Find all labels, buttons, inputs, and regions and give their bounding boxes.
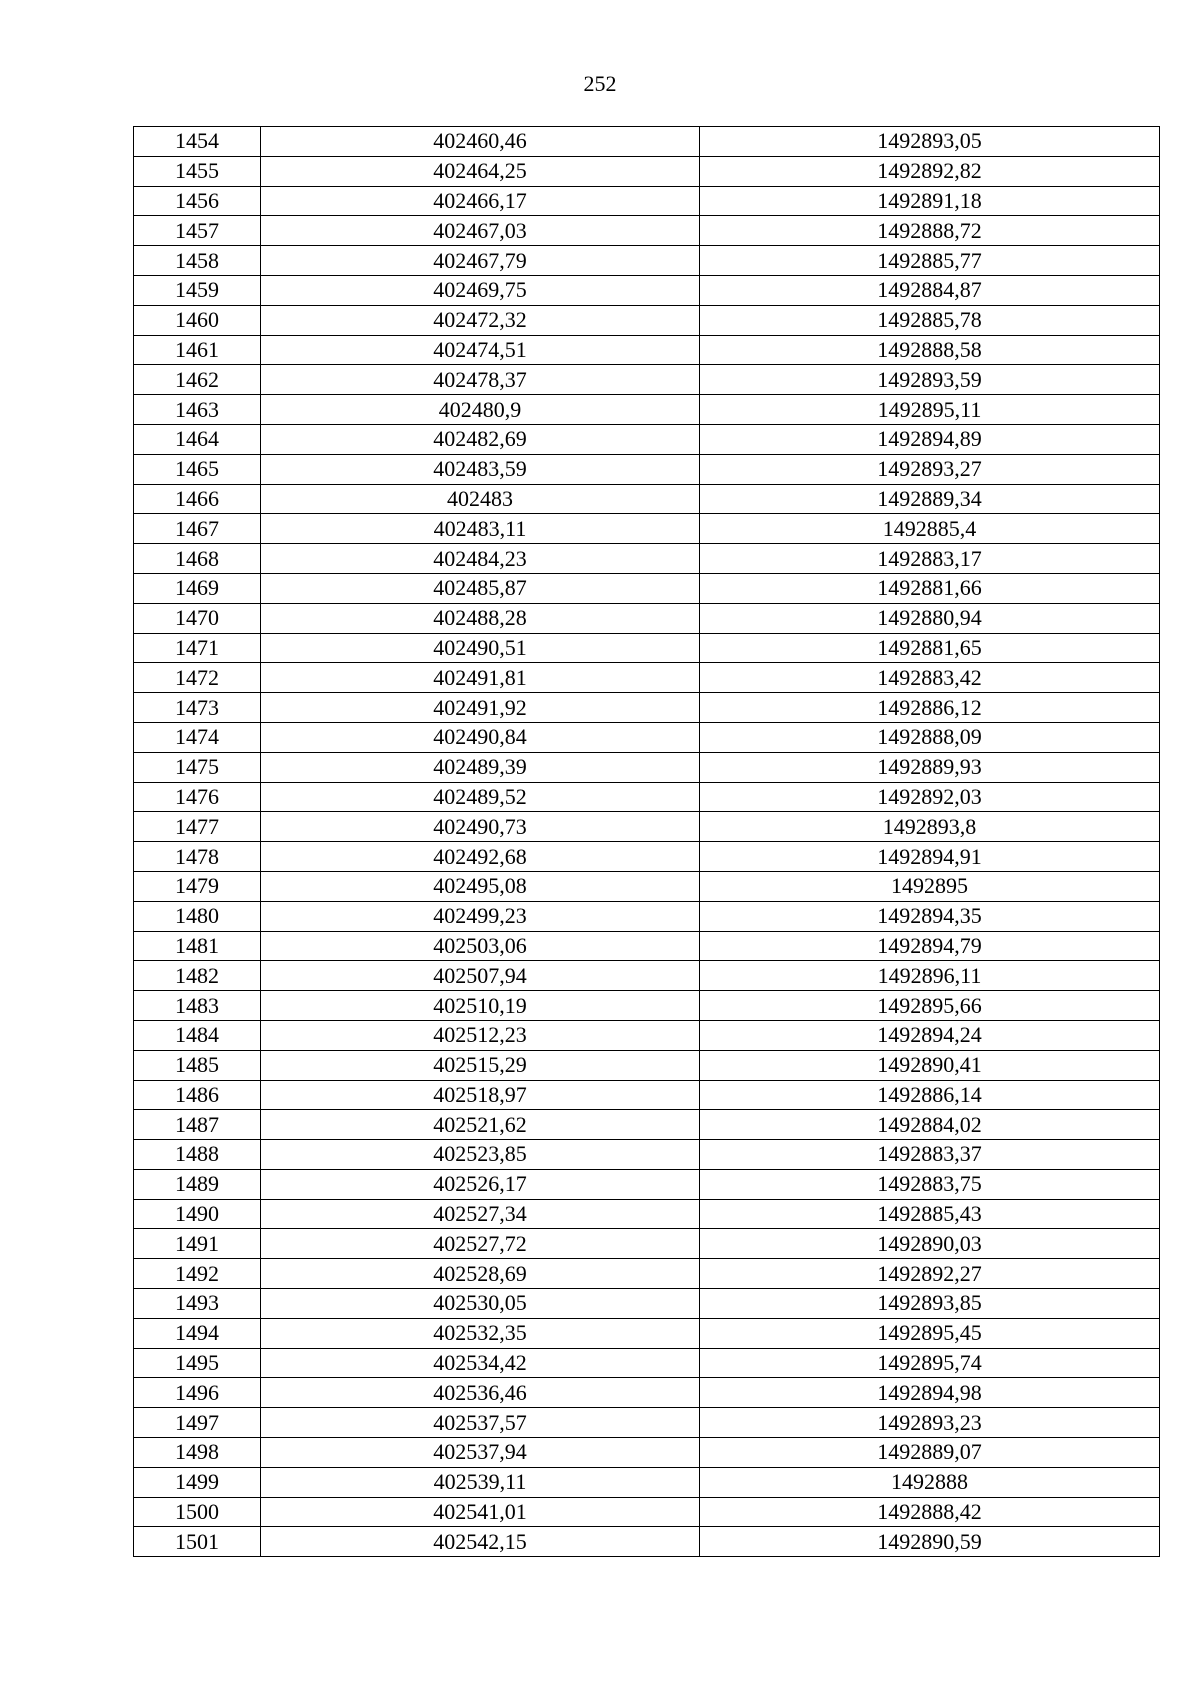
point-number-cell: 1460 bbox=[134, 305, 261, 335]
table-row bbox=[134, 961, 1160, 991]
y-coordinate-cell: 1492893,8 bbox=[700, 812, 1160, 842]
table-row bbox=[134, 424, 1160, 454]
point-number-cell: 1494 bbox=[134, 1318, 261, 1348]
table-row bbox=[134, 1140, 1160, 1170]
table-row bbox=[134, 246, 1160, 276]
x-coordinate-cell: 402490,73 bbox=[261, 812, 700, 842]
y-coordinate-cell: 1492881,66 bbox=[700, 573, 1160, 603]
page-number: 252 bbox=[583, 71, 617, 96]
table-row bbox=[134, 454, 1160, 484]
y-coordinate-cell: 1492883,17 bbox=[700, 544, 1160, 574]
table-row bbox=[134, 1169, 1160, 1199]
table-row bbox=[134, 1229, 1160, 1259]
table-row bbox=[134, 752, 1160, 782]
point-number-cell: 1468 bbox=[134, 544, 261, 574]
x-coordinate-cell: 402532,35 bbox=[261, 1318, 700, 1348]
y-coordinate-cell: 1492892,82 bbox=[700, 156, 1160, 186]
x-coordinate-cell: 402485,87 bbox=[261, 573, 700, 603]
table-row bbox=[134, 603, 1160, 633]
table-row bbox=[134, 1110, 1160, 1140]
y-coordinate-cell: 1492890,59 bbox=[700, 1527, 1160, 1557]
table-row bbox=[134, 663, 1160, 693]
y-coordinate-cell: 1492886,14 bbox=[700, 1080, 1160, 1110]
y-coordinate-cell: 1492888,42 bbox=[700, 1497, 1160, 1527]
y-coordinate-cell: 1492888,58 bbox=[700, 335, 1160, 365]
point-number-cell: 1469 bbox=[134, 573, 261, 603]
table-row bbox=[134, 1438, 1160, 1468]
point-number-cell: 1479 bbox=[134, 871, 261, 901]
x-coordinate-cell: 402521,62 bbox=[261, 1110, 700, 1140]
table-row bbox=[134, 842, 1160, 872]
x-coordinate-cell: 402542,15 bbox=[261, 1527, 700, 1557]
table-row bbox=[134, 1497, 1160, 1527]
table-row bbox=[134, 1259, 1160, 1289]
point-number-cell: 1462 bbox=[134, 365, 261, 395]
point-number-cell: 1493 bbox=[134, 1289, 261, 1319]
x-coordinate-cell: 402526,17 bbox=[261, 1169, 700, 1199]
y-coordinate-cell: 1492894,91 bbox=[700, 842, 1160, 872]
point-number-cell: 1489 bbox=[134, 1169, 261, 1199]
x-coordinate-cell: 402469,75 bbox=[261, 275, 700, 305]
y-coordinate-cell: 1492890,03 bbox=[700, 1229, 1160, 1259]
x-coordinate-cell: 402512,23 bbox=[261, 1020, 700, 1050]
table-row bbox=[134, 1408, 1160, 1438]
point-number-cell: 1459 bbox=[134, 275, 261, 305]
table-row bbox=[134, 335, 1160, 365]
x-coordinate-cell: 402541,01 bbox=[261, 1497, 700, 1527]
x-coordinate-cell: 402460,46 bbox=[261, 127, 700, 157]
x-coordinate-cell: 402527,34 bbox=[261, 1199, 700, 1229]
x-coordinate-cell: 402489,52 bbox=[261, 782, 700, 812]
y-coordinate-cell: 1492894,89 bbox=[700, 424, 1160, 454]
y-coordinate-cell: 1492885,77 bbox=[700, 246, 1160, 276]
x-coordinate-cell: 402510,19 bbox=[261, 991, 700, 1021]
point-number-cell: 1474 bbox=[134, 722, 261, 752]
x-coordinate-cell: 402503,06 bbox=[261, 931, 700, 961]
point-number-cell: 1482 bbox=[134, 961, 261, 991]
table-row bbox=[134, 693, 1160, 723]
table-row bbox=[134, 216, 1160, 246]
table-row bbox=[134, 395, 1160, 425]
x-coordinate-cell: 402537,57 bbox=[261, 1408, 700, 1438]
point-number-cell: 1472 bbox=[134, 663, 261, 693]
point-number-cell: 1464 bbox=[134, 424, 261, 454]
table-row bbox=[134, 305, 1160, 335]
point-number-cell: 1465 bbox=[134, 454, 261, 484]
y-coordinate-cell: 1492886,12 bbox=[700, 693, 1160, 723]
point-number-cell: 1487 bbox=[134, 1110, 261, 1140]
point-number-cell: 1463 bbox=[134, 395, 261, 425]
y-coordinate-cell: 1492888 bbox=[700, 1467, 1160, 1497]
x-coordinate-cell: 402467,03 bbox=[261, 216, 700, 246]
point-number-cell: 1467 bbox=[134, 514, 261, 544]
y-coordinate-cell: 1492884,87 bbox=[700, 275, 1160, 305]
x-coordinate-cell: 402507,94 bbox=[261, 961, 700, 991]
coordinates-table-body bbox=[134, 127, 1160, 1557]
y-coordinate-cell: 1492884,02 bbox=[700, 1110, 1160, 1140]
point-number-cell: 1497 bbox=[134, 1408, 261, 1438]
point-number-cell: 1457 bbox=[134, 216, 261, 246]
y-coordinate-cell: 1492892,03 bbox=[700, 782, 1160, 812]
y-coordinate-cell: 1492885,43 bbox=[700, 1199, 1160, 1229]
point-number-cell: 1501 bbox=[134, 1527, 261, 1557]
table-row bbox=[134, 1348, 1160, 1378]
coordinates-table bbox=[133, 126, 1160, 1557]
point-number-cell: 1491 bbox=[134, 1229, 261, 1259]
table-row bbox=[134, 127, 1160, 157]
x-coordinate-cell: 402539,11 bbox=[261, 1467, 700, 1497]
x-coordinate-cell: 402491,92 bbox=[261, 693, 700, 723]
point-number-cell: 1458 bbox=[134, 246, 261, 276]
x-coordinate-cell: 402495,08 bbox=[261, 871, 700, 901]
table-row bbox=[134, 1050, 1160, 1080]
point-number-cell: 1499 bbox=[134, 1467, 261, 1497]
point-number-cell: 1500 bbox=[134, 1497, 261, 1527]
x-coordinate-cell: 402528,69 bbox=[261, 1259, 700, 1289]
point-number-cell: 1490 bbox=[134, 1199, 261, 1229]
point-number-cell: 1455 bbox=[134, 156, 261, 186]
table-row bbox=[134, 633, 1160, 663]
point-number-cell: 1470 bbox=[134, 603, 261, 633]
y-coordinate-cell: 1492894,79 bbox=[700, 931, 1160, 961]
point-number-cell: 1456 bbox=[134, 186, 261, 216]
x-coordinate-cell: 402484,23 bbox=[261, 544, 700, 574]
table-row bbox=[134, 871, 1160, 901]
table-row bbox=[134, 1467, 1160, 1497]
table-row bbox=[134, 1080, 1160, 1110]
y-coordinate-cell: 1492881,65 bbox=[700, 633, 1160, 663]
x-coordinate-cell: 402483,59 bbox=[261, 454, 700, 484]
x-coordinate-cell: 402483,11 bbox=[261, 514, 700, 544]
point-number-cell: 1475 bbox=[134, 752, 261, 782]
table-row bbox=[134, 514, 1160, 544]
y-coordinate-cell: 1492895,11 bbox=[700, 395, 1160, 425]
y-coordinate-cell: 1492895,74 bbox=[700, 1348, 1160, 1378]
y-coordinate-cell: 1492889,93 bbox=[700, 752, 1160, 782]
point-number-cell: 1454 bbox=[134, 127, 261, 157]
point-number-cell: 1483 bbox=[134, 991, 261, 1021]
table-row bbox=[134, 1020, 1160, 1050]
x-coordinate-cell: 402488,28 bbox=[261, 603, 700, 633]
x-coordinate-cell: 402483 bbox=[261, 484, 700, 514]
point-number-cell: 1471 bbox=[134, 633, 261, 663]
point-number-cell: 1461 bbox=[134, 335, 261, 365]
x-coordinate-cell: 402536,46 bbox=[261, 1378, 700, 1408]
x-coordinate-cell: 402534,42 bbox=[261, 1348, 700, 1378]
y-coordinate-cell: 1492894,98 bbox=[700, 1378, 1160, 1408]
table-row bbox=[134, 275, 1160, 305]
y-coordinate-cell: 1492892,27 bbox=[700, 1259, 1160, 1289]
table-row bbox=[134, 722, 1160, 752]
y-coordinate-cell: 1492888,09 bbox=[700, 722, 1160, 752]
x-coordinate-cell: 402537,94 bbox=[261, 1438, 700, 1468]
table-row bbox=[134, 186, 1160, 216]
table-row bbox=[134, 901, 1160, 931]
x-coordinate-cell: 402489,39 bbox=[261, 752, 700, 782]
point-number-cell: 1495 bbox=[134, 1348, 261, 1378]
table-row bbox=[134, 782, 1160, 812]
y-coordinate-cell: 1492894,35 bbox=[700, 901, 1160, 931]
point-number-cell: 1473 bbox=[134, 693, 261, 723]
x-coordinate-cell: 402472,32 bbox=[261, 305, 700, 335]
x-coordinate-cell: 402530,05 bbox=[261, 1289, 700, 1319]
table-row bbox=[134, 1289, 1160, 1319]
y-coordinate-cell: 1492889,34 bbox=[700, 484, 1160, 514]
table-row bbox=[134, 365, 1160, 395]
point-number-cell: 1498 bbox=[134, 1438, 261, 1468]
x-coordinate-cell: 402491,81 bbox=[261, 663, 700, 693]
x-coordinate-cell: 402492,68 bbox=[261, 842, 700, 872]
table-row bbox=[134, 1378, 1160, 1408]
y-coordinate-cell: 1492889,07 bbox=[700, 1438, 1160, 1468]
x-coordinate-cell: 402490,51 bbox=[261, 633, 700, 663]
y-coordinate-cell: 1492893,05 bbox=[700, 127, 1160, 157]
table-row bbox=[134, 1527, 1160, 1557]
point-number-cell: 1485 bbox=[134, 1050, 261, 1080]
point-number-cell: 1486 bbox=[134, 1080, 261, 1110]
y-coordinate-cell: 1492888,72 bbox=[700, 216, 1160, 246]
point-number-cell: 1478 bbox=[134, 842, 261, 872]
x-coordinate-cell: 402480,9 bbox=[261, 395, 700, 425]
y-coordinate-cell: 1492893,59 bbox=[700, 365, 1160, 395]
point-number-cell: 1488 bbox=[134, 1140, 261, 1170]
point-number-cell: 1466 bbox=[134, 484, 261, 514]
point-number-cell: 1492 bbox=[134, 1259, 261, 1289]
y-coordinate-cell: 1492895 bbox=[700, 871, 1160, 901]
x-coordinate-cell: 402482,69 bbox=[261, 424, 700, 454]
y-coordinate-cell: 1492896,11 bbox=[700, 961, 1160, 991]
y-coordinate-cell: 1492891,18 bbox=[700, 186, 1160, 216]
x-coordinate-cell: 402518,97 bbox=[261, 1080, 700, 1110]
y-coordinate-cell: 1492893,23 bbox=[700, 1408, 1160, 1438]
x-coordinate-cell: 402527,72 bbox=[261, 1229, 700, 1259]
x-coordinate-cell: 402490,84 bbox=[261, 722, 700, 752]
y-coordinate-cell: 1492883,75 bbox=[700, 1169, 1160, 1199]
point-number-cell: 1496 bbox=[134, 1378, 261, 1408]
x-coordinate-cell: 402515,29 bbox=[261, 1050, 700, 1080]
x-coordinate-cell: 402467,79 bbox=[261, 246, 700, 276]
x-coordinate-cell: 402478,37 bbox=[261, 365, 700, 395]
x-coordinate-cell: 402474,51 bbox=[261, 335, 700, 365]
point-number-cell: 1476 bbox=[134, 782, 261, 812]
y-coordinate-cell: 1492895,45 bbox=[700, 1318, 1160, 1348]
table-row bbox=[134, 812, 1160, 842]
table-row bbox=[134, 1318, 1160, 1348]
table-row bbox=[134, 1199, 1160, 1229]
table-row bbox=[134, 156, 1160, 186]
y-coordinate-cell: 1492894,24 bbox=[700, 1020, 1160, 1050]
point-number-cell: 1480 bbox=[134, 901, 261, 931]
table-row bbox=[134, 573, 1160, 603]
y-coordinate-cell: 1492885,4 bbox=[700, 514, 1160, 544]
y-coordinate-cell: 1492890,41 bbox=[700, 1050, 1160, 1080]
y-coordinate-cell: 1492893,27 bbox=[700, 454, 1160, 484]
y-coordinate-cell: 1492883,37 bbox=[700, 1140, 1160, 1170]
point-number-cell: 1484 bbox=[134, 1020, 261, 1050]
x-coordinate-cell: 402464,25 bbox=[261, 156, 700, 186]
table-row bbox=[134, 931, 1160, 961]
point-number-cell: 1477 bbox=[134, 812, 261, 842]
table-row bbox=[134, 484, 1160, 514]
x-coordinate-cell: 402466,17 bbox=[261, 186, 700, 216]
table-row bbox=[134, 544, 1160, 574]
y-coordinate-cell: 1492883,42 bbox=[700, 663, 1160, 693]
y-coordinate-cell: 1492893,85 bbox=[700, 1289, 1160, 1319]
table-row bbox=[134, 991, 1160, 1021]
y-coordinate-cell: 1492885,78 bbox=[700, 305, 1160, 335]
y-coordinate-cell: 1492895,66 bbox=[700, 991, 1160, 1021]
point-number-cell: 1481 bbox=[134, 931, 261, 961]
x-coordinate-cell: 402523,85 bbox=[261, 1140, 700, 1170]
x-coordinate-cell: 402499,23 bbox=[261, 901, 700, 931]
y-coordinate-cell: 1492880,94 bbox=[700, 603, 1160, 633]
